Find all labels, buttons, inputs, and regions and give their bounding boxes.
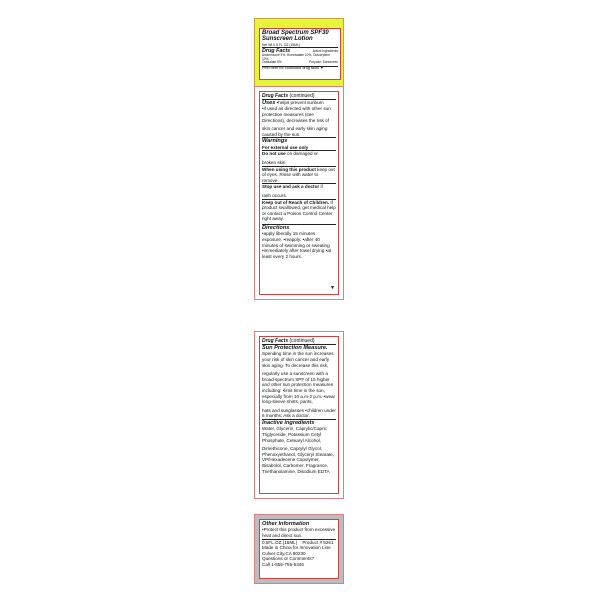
sun-protection-text-1: Spending time in the sun increases your risk of skin cancer and early skin aging. To decrease this risk, (262, 351, 334, 368)
directions-text: •apply liberally 15 minutes exposure. •reapply: •after 40 minutes of swimming or sweating •immediately after towel drying •at least every 2 hours. (262, 231, 332, 259)
inactive-heading: Inactive ingredients (262, 419, 315, 426)
panel2-header-title: Drug Facts (262, 93, 289, 99)
product-subtitle: Sunscreen Lotion (262, 36, 313, 43)
other-info-text: •Protect this product from excessive heat and direct sun. (262, 527, 336, 538)
product-title: Broad Spectrum SPF30 (262, 30, 329, 36)
made-in-line: Made in China for Innovation Line (262, 545, 331, 551)
inactive-text-2: Dimethicone, Caprylyl Glycol, Phenoxyethanol, Glyceryl Stearate, VP/Hexadecene Copolymer, Bisabolol, Carbomer, Fragrance, Triethanolamine, Disodium EDTA (262, 446, 335, 474)
keep-out-text: If product swallowed, get medical help or contact a Poison Control Center right away. (262, 199, 336, 222)
panel3-header-suffix: (continued) (289, 338, 315, 344)
when-using-text: keep out of eyes. Rinse with water to remove. (262, 166, 335, 183)
uses-text-1: •helps prevent sunburn (276, 100, 324, 105)
uses-text-3: skin cancer and early skin aging caused by the sun. (262, 126, 328, 137)
external-use: For external use only (262, 144, 309, 150)
sun-protection-text-2: regularly use a sunscreen with a broad spectrum SPF of 15 higher and other sun protection measures including: •limit time in the sun, especially from 10 a.m-2 p.m. •wear long-sleeve shirts, pants, (262, 371, 336, 405)
other-info-box (259, 519, 339, 579)
front-label-panel (254, 18, 344, 90)
drug-facts-box-2 (259, 91, 339, 295)
warnings-heading: Warnings (262, 138, 288, 145)
questions-line: Questions or Comments? (262, 556, 315, 562)
uses-heading: Uses (262, 100, 276, 106)
other-info-heading: Other Information (262, 521, 310, 527)
front-label-box (259, 28, 341, 80)
uses-text-2: •if used as directed with other sun protection measures (see Directions), decreases the risk of (262, 106, 331, 123)
drug-facts-title: Drug Facts (262, 47, 291, 54)
when-using-label: When using this product (262, 166, 316, 172)
do-not-use-label: Do not use (262, 151, 286, 157)
sun-protection-text-3: hats and sunglasses •children under 6 months: Ask a doctor. (262, 407, 336, 419)
stop-use-label: Stop use and ask a doctor (262, 184, 320, 190)
size-product-line: 0.5FL.OZ.(15ML) Product # 5261 (262, 539, 334, 545)
drug-facts-panel-2 (254, 86, 344, 300)
do-not-use-text: on damaged or (287, 151, 318, 157)
active-ingredients-label: Active Ingredients (312, 48, 338, 53)
rash-text: rash occurs. (262, 192, 288, 198)
continue-arrow-icon: ▼ (330, 285, 335, 291)
purpose-label: Purpose: Sunscreen (309, 60, 338, 65)
drug-facts-panel-3 (254, 331, 344, 499)
panel2-header-suffix: (continued) (289, 93, 315, 99)
drug-facts-box-3 (259, 336, 339, 494)
directions-heading: Directions (262, 224, 290, 231)
product-size: Net Wt 0.5 FL OZ (15ML) (262, 42, 301, 47)
city-line: Culver City,CA 90230 (262, 550, 306, 556)
peel-note: Peel here for continued drug facts ▼ (262, 66, 324, 71)
other-info-panel (254, 514, 344, 584)
keep-out-label: Keep out of Reach of Children. (262, 199, 330, 205)
broken-skin: broken skin (262, 159, 286, 165)
stop-use-text: if (320, 184, 323, 190)
panel3-header-title: Drug Facts (262, 338, 289, 344)
ingredients-line-1: Avobenzone 3%, Homosalate 10%, Octocrylene 10%, (262, 52, 330, 61)
ingredients-line-2: Octisalate 5% (262, 60, 282, 65)
inactive-text-1: Water, Glycerin, Caprylic/Capric Triglyceride, Potassium Cetyl Phosphate, Cetearyl Alcohol, (262, 426, 327, 443)
sun-protection-heading: Sun Protection Measure. (262, 345, 328, 351)
call-line: Call 1-855-755-5346 (262, 561, 304, 567)
